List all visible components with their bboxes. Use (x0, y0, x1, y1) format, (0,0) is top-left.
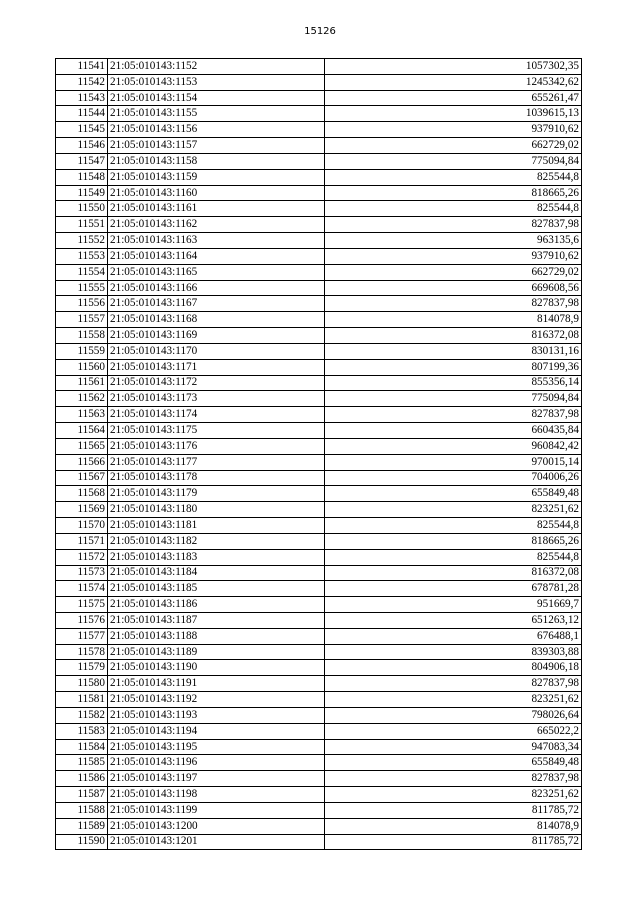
table-row (56, 217, 582, 233)
cadastral-value-cell: 970015,14 (325, 454, 582, 470)
table-row (56, 153, 582, 169)
row-number-cell: 11574 (56, 581, 108, 597)
table-row (56, 201, 582, 217)
cadastral-number-cell: 21:05:010143:1196 (108, 755, 325, 771)
cadastral-number-cell: 21:05:010143:1192 (108, 692, 325, 708)
table-row (56, 565, 582, 581)
table-row (56, 248, 582, 264)
cadastral-value-cell: 1245342,62 (325, 74, 582, 90)
row-number-cell: 11567 (56, 470, 108, 486)
row-number-cell: 11560 (56, 359, 108, 375)
cadastral-value-cell: 963135,6 (325, 233, 582, 249)
table-row (56, 755, 582, 771)
cadastral-number-cell: 21:05:010143:1155 (108, 106, 325, 122)
row-number-cell: 11542 (56, 74, 108, 90)
row-number-cell: 11581 (56, 692, 108, 708)
cadastral-value-cell: 676488,1 (325, 628, 582, 644)
cadastral-number-cell: 21:05:010143:1182 (108, 533, 325, 549)
cadastral-value-cell: 655849,48 (325, 755, 582, 771)
cadastral-value-cell: 814078,9 (325, 312, 582, 328)
cadastral-value-cell: 775094,84 (325, 391, 582, 407)
row-number-cell: 11587 (56, 787, 108, 803)
cadastral-number-cell: 21:05:010143:1185 (108, 581, 325, 597)
cadastral-number-cell: 21:05:010143:1184 (108, 565, 325, 581)
cadastral-value-cell: 816372,08 (325, 565, 582, 581)
cadastral-number-cell: 21:05:010143:1188 (108, 628, 325, 644)
cadastral-number-cell: 21:05:010143:1168 (108, 312, 325, 328)
table-row (56, 169, 582, 185)
cadastral-number-cell: 21:05:010143:1180 (108, 502, 325, 518)
table-row (56, 359, 582, 375)
row-number-cell: 11553 (56, 248, 108, 264)
cadastral-number-cell: 21:05:010143:1183 (108, 549, 325, 565)
cadastral-number-cell: 21:05:010143:1165 (108, 264, 325, 280)
cadastral-number-cell: 21:05:010143:1198 (108, 787, 325, 803)
cadastral-value-cell: 855356,14 (325, 375, 582, 391)
table-row (56, 185, 582, 201)
cadastral-value-cell: 937910,62 (325, 122, 582, 138)
cadastral-number-cell: 21:05:010143:1162 (108, 217, 325, 233)
cadastral-value-cell: 947083,34 (325, 739, 582, 755)
row-number-cell: 11541 (56, 59, 108, 75)
row-number-cell: 11568 (56, 486, 108, 502)
cadastral-number-cell: 21:05:010143:1193 (108, 707, 325, 723)
table-row (56, 628, 582, 644)
cadastral-number-cell: 21:05:010143:1173 (108, 391, 325, 407)
row-number-cell: 11580 (56, 676, 108, 692)
row-number-cell: 11563 (56, 407, 108, 423)
row-number-cell: 11548 (56, 169, 108, 185)
table-row (56, 739, 582, 755)
row-number-cell: 11577 (56, 628, 108, 644)
table-row (56, 723, 582, 739)
cadastral-number-cell: 21:05:010143:1161 (108, 201, 325, 217)
table-row (56, 138, 582, 154)
row-number-cell: 11569 (56, 502, 108, 518)
cadastral-number-cell: 21:05:010143:1169 (108, 328, 325, 344)
table-row (56, 407, 582, 423)
row-number-cell: 11547 (56, 153, 108, 169)
row-number-cell: 11546 (56, 138, 108, 154)
row-number-cell: 11589 (56, 818, 108, 834)
cadastral-value-cell: 704006,26 (325, 470, 582, 486)
cadastral-value-cell: 775094,84 (325, 153, 582, 169)
cadastral-number-cell: 21:05:010143:1178 (108, 470, 325, 486)
cadastral-value-cell: 818665,26 (325, 185, 582, 201)
cadastral-number-cell: 21:05:010143:1167 (108, 296, 325, 312)
cadastral-value-cell: 823251,62 (325, 692, 582, 708)
cadastral-number-cell: 21:05:010143:1158 (108, 153, 325, 169)
table-row (56, 328, 582, 344)
cadastral-value-cell: 1057302,35 (325, 59, 582, 75)
table-row (56, 818, 582, 834)
cadastral-value-cell: 660435,84 (325, 423, 582, 439)
table-row (56, 597, 582, 613)
table-row (56, 106, 582, 122)
cadastral-value-cell: 830131,16 (325, 343, 582, 359)
row-number-cell: 11556 (56, 296, 108, 312)
row-number-cell: 11565 (56, 438, 108, 454)
row-number-cell: 11557 (56, 312, 108, 328)
cadastral-number-cell: 21:05:010143:1190 (108, 660, 325, 676)
table-row (56, 549, 582, 565)
cadastral-number-cell: 21:05:010143:1176 (108, 438, 325, 454)
table-row (56, 423, 582, 439)
table-row (56, 391, 582, 407)
cadastral-number-cell: 21:05:010143:1163 (108, 233, 325, 249)
table-row (56, 692, 582, 708)
table-row (56, 644, 582, 660)
table-row (56, 518, 582, 534)
cadastral-number-cell: 21:05:010143:1152 (108, 59, 325, 75)
table-row (56, 233, 582, 249)
row-number-cell: 11558 (56, 328, 108, 344)
row-number-cell: 11543 (56, 90, 108, 106)
row-number-cell: 11562 (56, 391, 108, 407)
row-number-cell: 11586 (56, 771, 108, 787)
cadastral-value-cell: 818665,26 (325, 533, 582, 549)
cadastral-number-cell: 21:05:010143:1179 (108, 486, 325, 502)
row-number-cell: 11545 (56, 122, 108, 138)
table-body (56, 59, 582, 850)
table-row (56, 375, 582, 391)
cadastral-value-cell: 662729,02 (325, 138, 582, 154)
table-row (56, 533, 582, 549)
row-number-cell: 11570 (56, 518, 108, 534)
cadastral-value-cell: 825544,8 (325, 201, 582, 217)
row-number-cell: 11585 (56, 755, 108, 771)
cadastral-value-cell: 827837,98 (325, 407, 582, 423)
table-row (56, 660, 582, 676)
cadastral-number-cell: 21:05:010143:1157 (108, 138, 325, 154)
table-row (56, 296, 582, 312)
row-number-cell: 11576 (56, 612, 108, 628)
row-number-cell: 11566 (56, 454, 108, 470)
table-row (56, 74, 582, 90)
table-row (56, 581, 582, 597)
table-row (56, 59, 582, 75)
cadastral-value-cell: 651263,12 (325, 612, 582, 628)
cadastral-number-cell: 21:05:010143:1164 (108, 248, 325, 264)
table-row (56, 834, 582, 850)
table-row (56, 676, 582, 692)
cadastral-value-cell: 827837,98 (325, 217, 582, 233)
table-row (56, 343, 582, 359)
cadastral-number-cell: 21:05:010143:1172 (108, 375, 325, 391)
table-row (56, 802, 582, 818)
cadastral-number-cell: 21:05:010143:1197 (108, 771, 325, 787)
row-number-cell: 11561 (56, 375, 108, 391)
cadastral-value-cell: 825544,8 (325, 518, 582, 534)
table-row (56, 787, 582, 803)
table-row (56, 312, 582, 328)
cadastral-number-cell: 21:05:010143:1159 (108, 169, 325, 185)
row-number-cell: 11554 (56, 264, 108, 280)
row-number-cell: 11583 (56, 723, 108, 739)
row-number-cell: 11555 (56, 280, 108, 296)
cadastral-value-cell: 960842,42 (325, 438, 582, 454)
row-number-cell: 11550 (56, 201, 108, 217)
row-number-cell: 11551 (56, 217, 108, 233)
table-row (56, 486, 582, 502)
cadastral-value-cell: 951669,7 (325, 597, 582, 613)
row-number-cell: 11564 (56, 423, 108, 439)
cadastral-number-cell: 21:05:010143:1189 (108, 644, 325, 660)
cadastral-value-cell: 798026,64 (325, 707, 582, 723)
table-row (56, 454, 582, 470)
row-number-cell: 11573 (56, 565, 108, 581)
cadastral-number-cell: 21:05:010143:1187 (108, 612, 325, 628)
row-number-cell: 11579 (56, 660, 108, 676)
cadastral-number-cell: 21:05:010143:1200 (108, 818, 325, 834)
table-row (56, 264, 582, 280)
cadastral-value-cell: 827837,98 (325, 676, 582, 692)
cadastral-value-cell: 662729,02 (325, 264, 582, 280)
table-row (56, 470, 582, 486)
cadastral-value-cell: 827837,98 (325, 296, 582, 312)
cadastral-value-cell: 665022,2 (325, 723, 582, 739)
table-row (56, 502, 582, 518)
cadastral-value-cell: 655261,47 (325, 90, 582, 106)
table-row (56, 280, 582, 296)
row-number-cell: 11584 (56, 739, 108, 755)
cadastral-value-cell: 814078,9 (325, 818, 582, 834)
row-number-cell: 11578 (56, 644, 108, 660)
cadastral-number-cell: 21:05:010143:1154 (108, 90, 325, 106)
row-number-cell: 11552 (56, 233, 108, 249)
cadastral-value-cell: 937910,62 (325, 248, 582, 264)
cadastral-number-cell: 21:05:010143:1174 (108, 407, 325, 423)
cadastral-number-cell: 21:05:010143:1181 (108, 518, 325, 534)
cadastral-number-cell: 21:05:010143:1177 (108, 454, 325, 470)
cadastral-value-cell: 678781,28 (325, 581, 582, 597)
table-row (56, 438, 582, 454)
row-number-cell: 11588 (56, 802, 108, 818)
table-row (56, 707, 582, 723)
cadastral-value-cell: 839303,88 (325, 644, 582, 660)
cadastral-value-cell: 669608,56 (325, 280, 582, 296)
cadastral-number-cell: 21:05:010143:1195 (108, 739, 325, 755)
cadastral-number-cell: 21:05:010143:1191 (108, 676, 325, 692)
cadastral-number-cell: 21:05:010143:1166 (108, 280, 325, 296)
cadastral-number-cell: 21:05:010143:1199 (108, 802, 325, 818)
cadastral-number-cell: 21:05:010143:1175 (108, 423, 325, 439)
cadastral-number-cell: 21:05:010143:1194 (108, 723, 325, 739)
table-row (56, 771, 582, 787)
table-row (56, 122, 582, 138)
cadastral-value-cell: 823251,62 (325, 787, 582, 803)
cadastral-value-cell: 825544,8 (325, 169, 582, 185)
cadastral-number-cell: 21:05:010143:1170 (108, 343, 325, 359)
cadastral-number-cell: 21:05:010143:1201 (108, 834, 325, 850)
row-number-cell: 11582 (56, 707, 108, 723)
cadastral-number-cell: 21:05:010143:1153 (108, 74, 325, 90)
cadastral-number-cell: 21:05:010143:1171 (108, 359, 325, 375)
cadastral-value-cell: 655849,48 (325, 486, 582, 502)
cadastral-value-cell: 816372,08 (325, 328, 582, 344)
cadastral-value-table (55, 58, 582, 850)
cadastral-value-cell: 825544,8 (325, 549, 582, 565)
row-number-cell: 11549 (56, 185, 108, 201)
cadastral-value-cell: 804906,18 (325, 660, 582, 676)
cadastral-number-cell: 21:05:010143:1186 (108, 597, 325, 613)
table-row (56, 612, 582, 628)
cadastral-number-cell: 21:05:010143:1160 (108, 185, 325, 201)
row-number-cell: 11544 (56, 106, 108, 122)
row-number-cell: 11559 (56, 343, 108, 359)
cadastral-value-cell: 1039615,13 (325, 106, 582, 122)
row-number-cell: 11590 (56, 834, 108, 850)
row-number-cell: 11575 (56, 597, 108, 613)
page-number: 15126 (304, 26, 336, 37)
cadastral-value-cell: 811785,72 (325, 834, 582, 850)
row-number-cell: 11572 (56, 549, 108, 565)
cadastral-value-cell: 823251,62 (325, 502, 582, 518)
cadastral-value-cell: 827837,98 (325, 771, 582, 787)
cadastral-value-cell: 807199,36 (325, 359, 582, 375)
cadastral-number-cell: 21:05:010143:1156 (108, 122, 325, 138)
row-number-cell: 11571 (56, 533, 108, 549)
cadastral-value-cell: 811785,72 (325, 802, 582, 818)
table-row (56, 90, 582, 106)
